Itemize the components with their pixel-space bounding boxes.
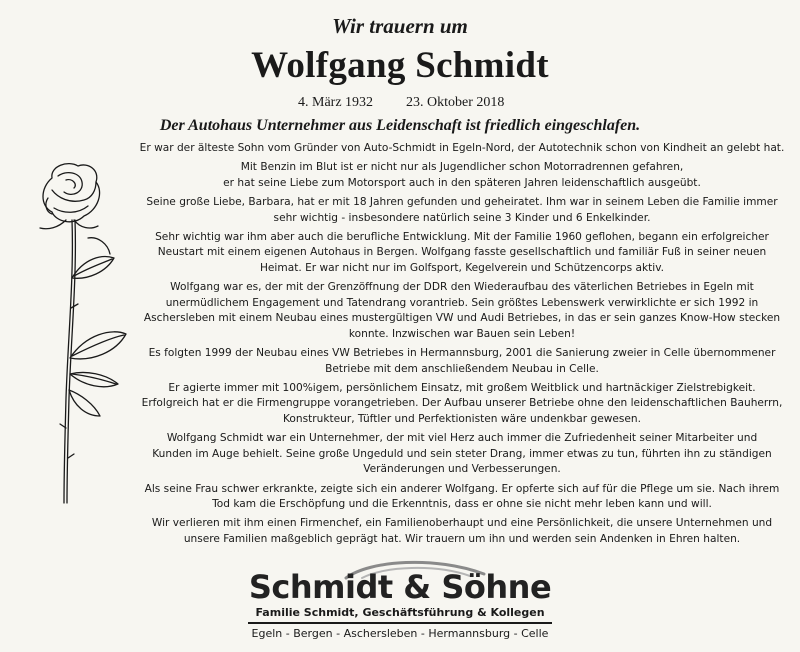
- paragraph-line: unsere Familien maßgeblich geprägt hat. Wir trauern um ihn und werden sein Andenken in Ehren halten.: [183, 533, 741, 545]
- divider: [248, 622, 552, 624]
- company-signature: [0, 556, 800, 652]
- paragraph-line: Als seine Frau schwer erkrankte, zeigte sich ein anderer Wolfgang. Er opferte sich auf für die Pflege um sie. Nach ihrem: [144, 482, 780, 495]
- paragraph-line: Er agierte immer mit 100%igem, persönlichem Einsatz, mit großem Weitblick und hartnäckiger Zielstrebigkeit.: [168, 381, 756, 394]
- obituary-paragraph: [134, 160, 790, 191]
- mourning-heading: Wir trauern um: [332, 14, 468, 38]
- obituary-paragraph: [134, 195, 790, 226]
- paragraph-line: Wir verlieren mit ihm einen Firmenchef, ein Familienoberhaupt und eine Persönlichkeit, die unsere Unternehmen und: [151, 517, 773, 530]
- obituary-paragraph: [134, 482, 790, 513]
- obituary-body: [134, 141, 790, 551]
- tagline: Der Autohaus Unternehmer aus Leidenschaft ist friedlich eingeschlafen.: [159, 117, 641, 134]
- obituary-paragraph: [134, 516, 790, 547]
- obituary-paragraph: [134, 280, 790, 342]
- paragraph-line: Wolfgang war es, der mit der Grenzöffnung der DDR den Wiederaufbau des väterlichen Betriebes in Egeln mit: [170, 281, 754, 294]
- paragraph-line: er hat seine Liebe zum Motorsport auch in den späteren Jahren leidenschaftlich ausgeübt.: [223, 176, 701, 189]
- paragraph-line: Erfolgreich hat er die Firmengruppe vorangetrieben. Der Aufbau unserer Betriebe ohne den leidenschaftlichen Bauherrn,: [141, 397, 783, 410]
- paragraph-line: Es folgten 1999 der Neubau eines VW Betriebes in Hermannsburg, 2001 die Sanierung zweier in Celle übernommener: [148, 347, 776, 360]
- paragraph-line: Kunden im Auge behielt. Seine große Ungeduld und sein steter Drang, immer etwas zu tun, führten ihn zu ständigen: [152, 447, 772, 460]
- paragraph-line: Seine große Liebe, Barbara, hat er mit 18 Jahren gefunden und geheiratet. Ihm war in seinem Leben die Familie immer: [146, 195, 778, 208]
- paragraph-line: Konstrukteur, Tüftler und Perfektionisten wäre undenkbar gewesen.: [282, 413, 642, 426]
- paragraph-line: Neustart mit einem eigenen Autohaus in Bergen. Wolfgang fasste gesellschaftlich und familiär Fuß in seiner neuen: [157, 246, 767, 259]
- deceased-name: Wolfgang Schmidt: [251, 45, 549, 86]
- obituary-paragraph: [134, 230, 790, 277]
- signed-by: Familie Schmidt, Geschäftsführung & Kollegen: [255, 606, 545, 619]
- obituary-paragraph: [134, 141, 790, 157]
- paragraph-line: Tod kam die Erschöpfung und die Erkenntnis, dass er ohne sie nicht mehr leben kann und will.: [212, 498, 712, 511]
- obituary-paragraph: [134, 381, 790, 428]
- locations: Egeln - Bergen - Aschersleben - Hermannsburg - Celle: [251, 627, 549, 640]
- paragraph-line: Betriebe mit dem anschließendem Neubau in Celle.: [325, 362, 599, 375]
- rose-icon: [22, 158, 132, 508]
- paragraph-line: Mit Benzin im Blut ist er nicht nur als Jugendlicher schon Motorradrennen gefahren,: [240, 161, 684, 174]
- paragraph-line: konnte. Inzwischen war Bauen sein Leben!: [348, 327, 576, 340]
- paragraph-line: Sehr wichtig war ihm aber auch die berufliche Entwicklung. Mit der Familie 1960 geflohen, begann ein erfolgreicher: [155, 230, 769, 243]
- paragraph-line: unermüdlichem Engagement und Tatendrang vorantrieb. Sein größtes Lebenswerk verwirklichte er sich 1992 in: [165, 296, 759, 309]
- paragraph-line: Veränderungen und Verbesserungen.: [363, 463, 561, 476]
- obituary-paragraph: [134, 346, 790, 377]
- birth-date: 4. März 1932: [298, 95, 374, 110]
- paragraph-line: sehr wichtig - insbesondere natürlich seine 3 Kinder und 6 Enkelkinder.: [273, 211, 651, 224]
- paragraph-line: Heimat. Er war nicht nur im Golfsport, Kegelverein und Schützencorps aktiv.: [259, 261, 665, 274]
- company-logo-text: Schmidt & Söhne: [248, 568, 552, 606]
- paragraph-line: Wolfgang Schmidt war ein Unternehmer, der mit viel Herz auch immer die Zufriedenheit seiner Mitarbeiter und: [166, 432, 758, 445]
- paragraph-line: Er war der älteste Sohn vom Gründer von Auto-Schmidt in Egeln-Nord, der Autotechnik schon von Kindheit an gelebt hat.: [139, 142, 785, 154]
- death-date: 23. Oktober 2018: [406, 95, 505, 110]
- paragraph-line: Aschersleben mit einem Neubau eines mustergültigen VW und Audi Betriebes, in das er sein ganzes Know-How stecken: [143, 312, 781, 325]
- obituary-paragraph: [134, 431, 790, 478]
